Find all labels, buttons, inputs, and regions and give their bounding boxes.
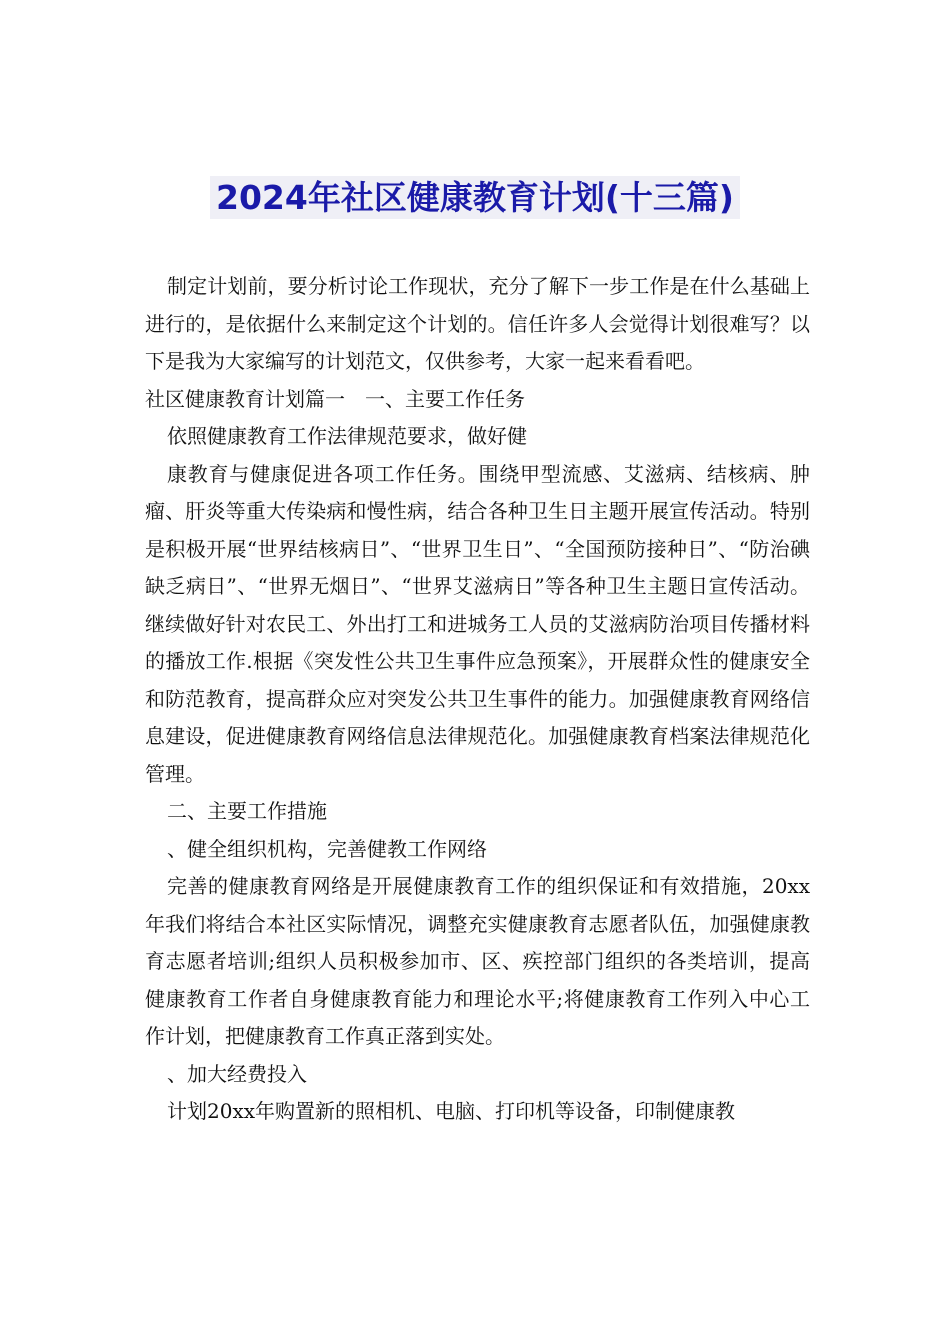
paragraph-network: 完善的健康教育网络是开展健康教育工作的组织保证和有效措施，20xx年我们将结合本社区实际情况，调整充实健康教育志愿者队伍，加强健康教育志愿者培训;组织人员积极参加市、区、疾控部门组织的各类培训，提高健康教育工作者自身健康教育能力和理论水平;将健康教育工作列入中心工作计划，把健康教育工作真正落到实处。 xyxy=(145,874,810,1048)
paragraph-task-detail: 康教育与健康促进各项工作任务。围绕甲型流感、艾滋病、结核病、肿瘤、肝炎等重大传染病和慢性病，结合各种卫生日主题开展宣传活动。特别是积极开展“世界结核病日”、“世界卫生日”、“全国预防接种日”、“防治碘缺乏病日”、“世界无烟日”、“世界艾滋病日”等各种卫生主题日宣传活动。继续做好针对农民工、外出打工和进城务工人员的艾滋病防治项目传播材料的播放工作.根据《突发性公共卫生事件应急预案》，开展群众性的健康安全和防范教育，提高群众应对突发公共卫生事件的能力。加强健康教育网络信息建设，促进健康教育网络信息法律规范化。加强健康教育档案法律规范化管理。 xyxy=(145,461,810,786)
document-title-text: 2024年社区健康教育计划(十三篇) xyxy=(210,176,740,219)
document-body xyxy=(145,268,810,1131)
subheading-funding: 、加大经费投入 xyxy=(167,1061,307,1086)
section-heading-part-one: 社区健康教育计划篇一 一、主要工作任务 xyxy=(145,386,525,411)
paragraph-task-lead: 依照健康教育工作法律规范要求，做好健 xyxy=(167,424,527,448)
subheading-organization: 、健全组织机构，完善健教工作网络 xyxy=(167,836,487,861)
paragraph-intro: 制定计划前，要分析讨论工作现状，充分了解下一步工作是在什么基础上进行的，是依据什么来制定这个计划的。信任许多人会觉得计划很难写？以下是我为大家编写的计划范文，仅供参考，大家一起来看看吧。 xyxy=(145,274,810,373)
section-heading-measures: 二、主要工作措施 xyxy=(167,799,327,823)
document-title xyxy=(0,172,950,224)
paragraph-equipment: 计划20xx年购置新的照相机、电脑、打印机等设备，印制健康教 xyxy=(167,1099,736,1123)
